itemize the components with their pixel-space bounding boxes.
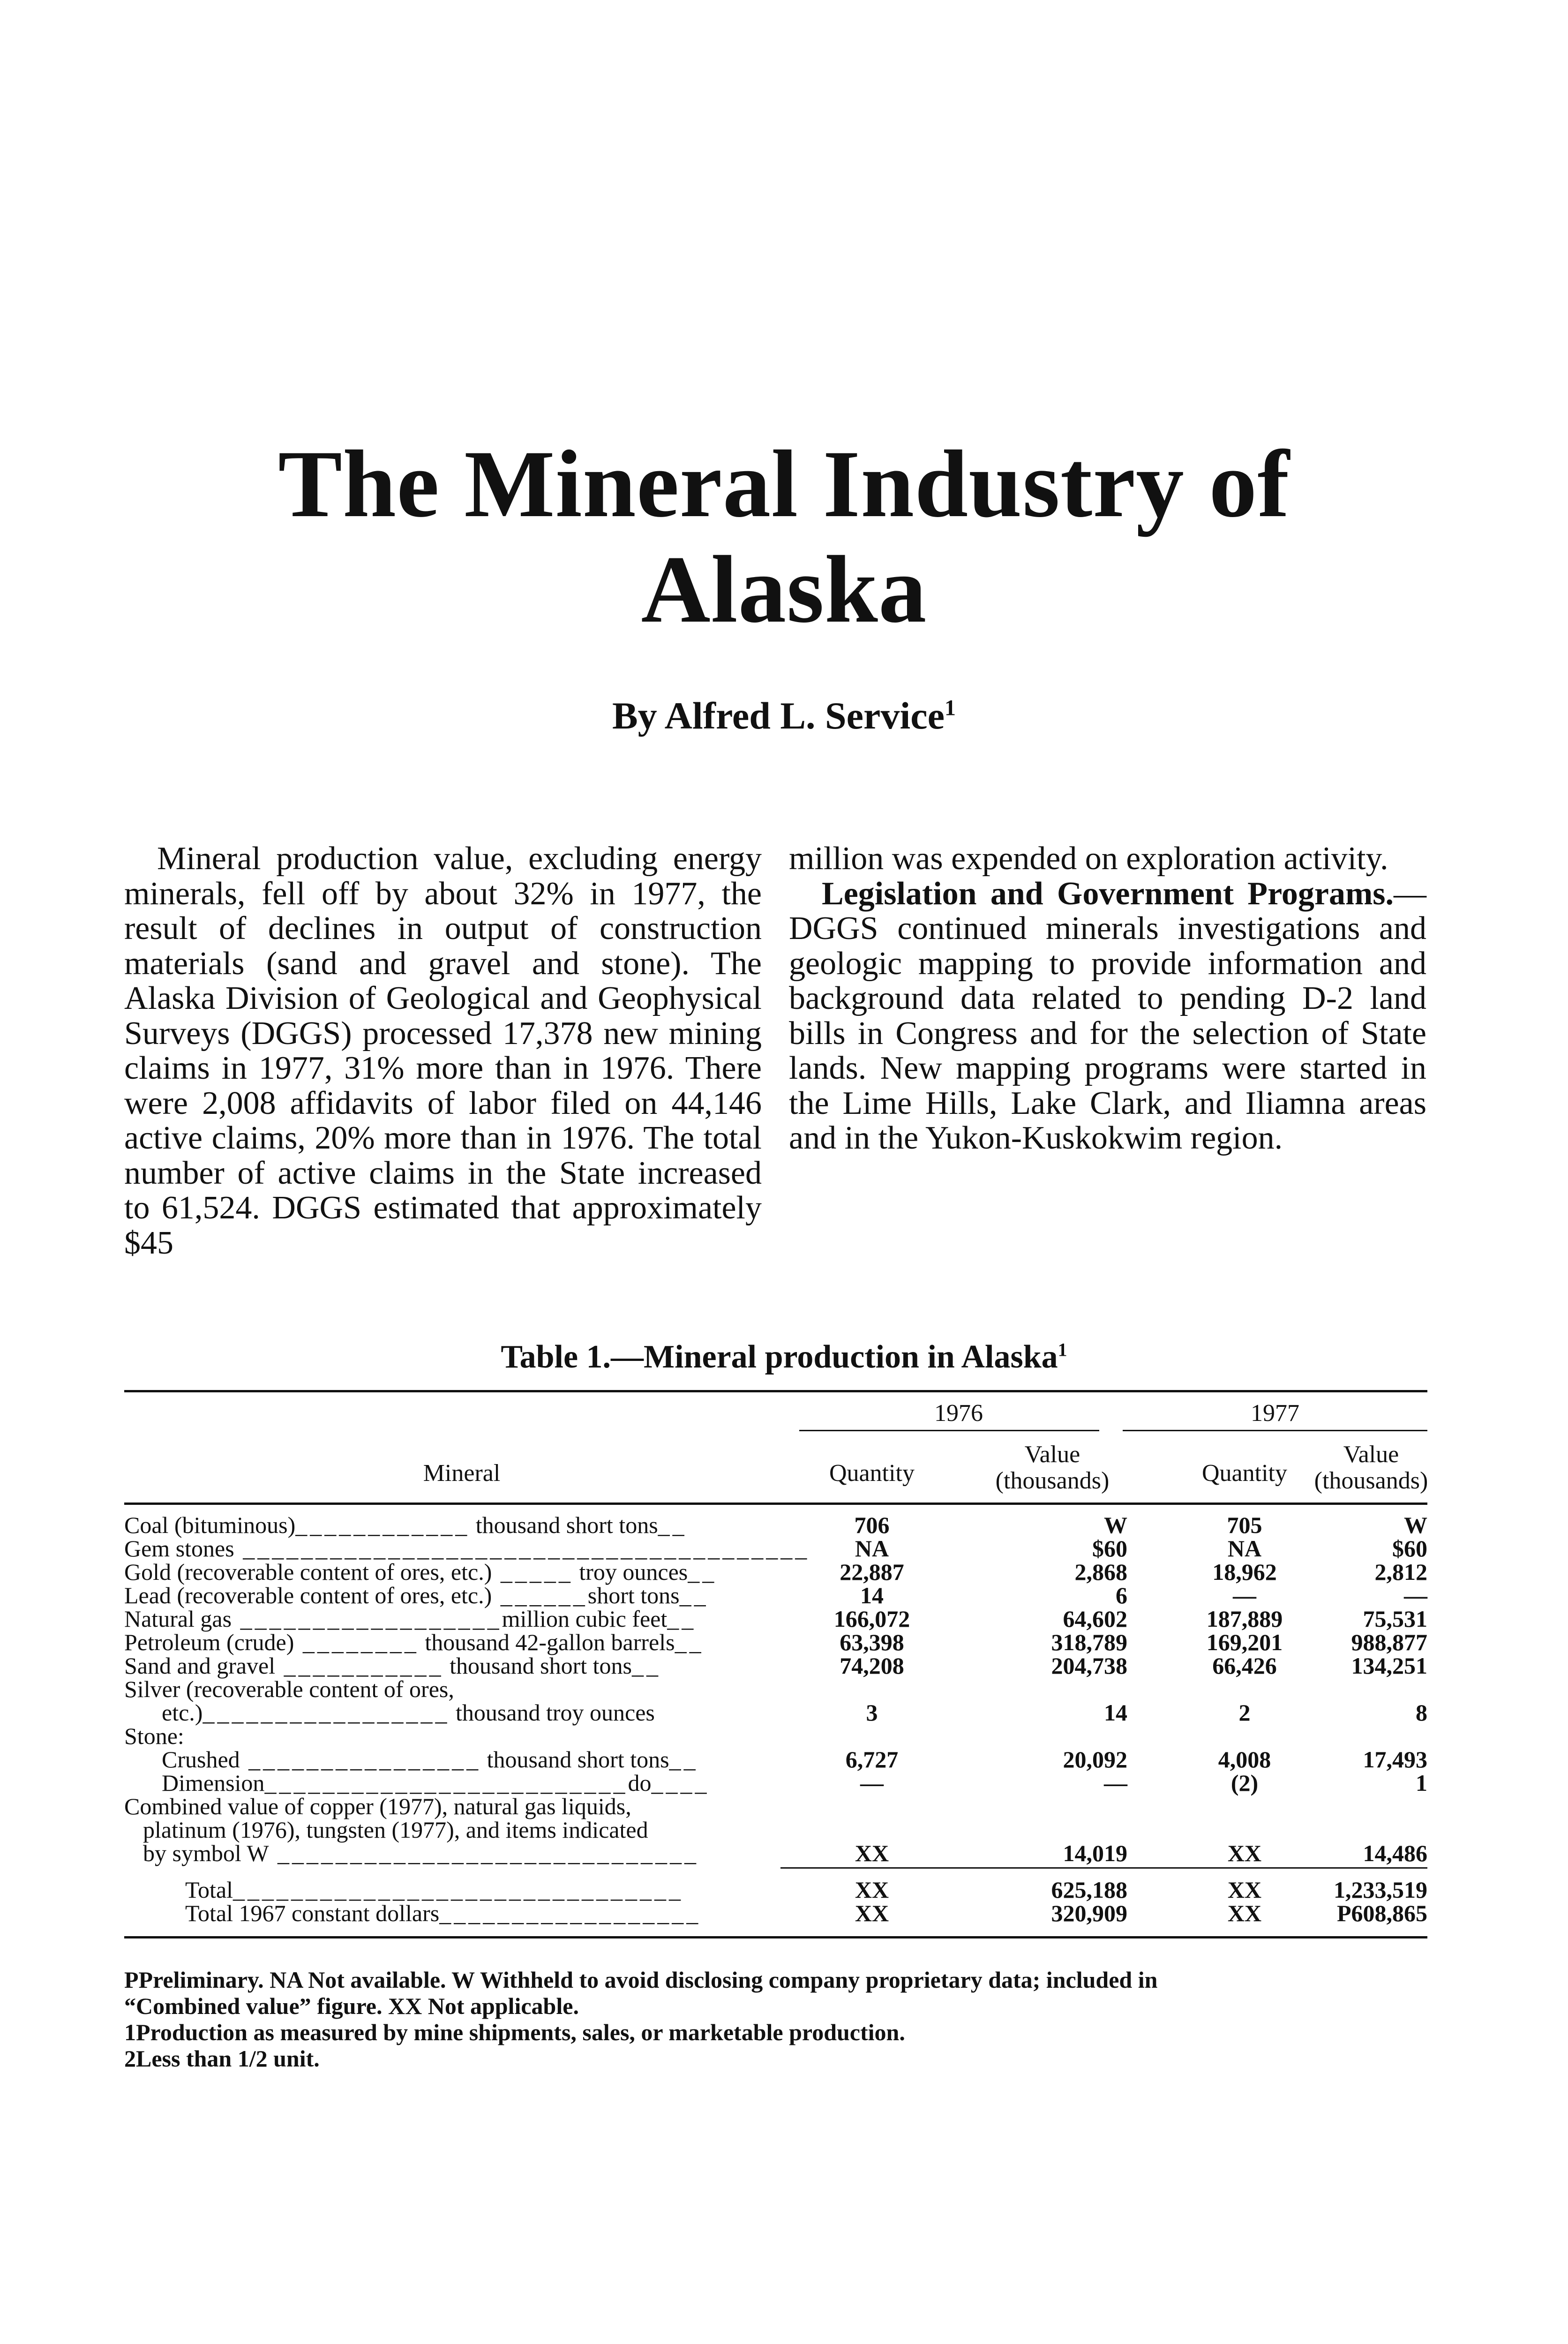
value-unit: (thousands) xyxy=(995,1467,1110,1494)
mineral-name: Natural gas xyxy=(124,1606,232,1632)
total-label: Total xyxy=(185,1877,233,1903)
table-row xyxy=(124,1677,1427,1701)
byline-footnote-marker: 1 xyxy=(945,695,956,721)
table-row xyxy=(124,1536,1427,1561)
quantity-1976: NA xyxy=(855,1535,889,1562)
quantity-1976: –– xyxy=(860,1770,884,1796)
value-1977: 8 xyxy=(1416,1699,1427,1726)
table-row xyxy=(124,1901,1427,1925)
row-label: Gold (recoverable content of ores, etc.) _____ troy ounces__ xyxy=(124,1559,717,1585)
quantity-1977: –– xyxy=(1233,1582,1256,1608)
total-rule xyxy=(780,1867,1427,1869)
quantity-1977: 18,962 xyxy=(1212,1559,1277,1585)
table-row xyxy=(124,1794,1427,1818)
unit-name: thousand 42-gallon barrels xyxy=(425,1629,675,1655)
quantity-1976: 706 xyxy=(854,1512,890,1538)
quantity-1976: XX xyxy=(855,1900,889,1926)
value-1977: 2,812 xyxy=(1374,1559,1427,1585)
table-row xyxy=(124,1878,1427,1902)
value-1977: W xyxy=(1404,1512,1427,1538)
stone-label: Stone: xyxy=(124,1723,184,1749)
legislation-text: —DGGS continued minerals investigations and geologic mapping to provide information and background data related to pending D-2 land bills in Congress and for the selection of State lands. New mapping programs were started in the Lime Hills, Lake Clark, and Iliamna areas and in the Yukon-Kuskokwim region. xyxy=(789,875,1426,1156)
value-1976: 6 xyxy=(1116,1582,1127,1608)
total-label: Total 1967 constant dollars xyxy=(185,1900,440,1926)
year-1977-rule xyxy=(1123,1430,1427,1431)
quantity-1977: (2) xyxy=(1230,1770,1259,1796)
value-1976: 2,868 xyxy=(1074,1559,1127,1585)
value-1977: 134,251 xyxy=(1351,1653,1427,1679)
quantity-1977: NA xyxy=(1227,1535,1262,1562)
note-line: “Combined value” figure. XX Not applicable. xyxy=(124,1993,579,2019)
quantity-1976: 6,727 xyxy=(845,1746,899,1773)
mineral-name: Coal (bituminous) xyxy=(124,1512,296,1538)
quantity-1977: 2 xyxy=(1238,1699,1251,1726)
table-bottom-rule xyxy=(124,1936,1427,1938)
section-heading: Legislation and Government Programs. xyxy=(822,875,1394,912)
mineral-name: Gold (recoverable content of ores, etc.) xyxy=(124,1559,492,1585)
value-1976: 20,092 xyxy=(1063,1746,1127,1773)
value-1976: 625,188 xyxy=(1051,1877,1127,1903)
mineral-name: etc.) xyxy=(162,1699,203,1726)
value-1977-header xyxy=(1301,1442,1441,1494)
unit-name: do xyxy=(628,1770,652,1796)
note-line: 1Production as measured by mine shipments, sales, or marketable production. xyxy=(124,2019,905,2045)
byline xyxy=(0,694,1568,738)
mineral-name: Sand and gravel xyxy=(124,1653,276,1679)
table-row xyxy=(124,1818,1427,1842)
quantity-1976: 22,887 xyxy=(840,1559,904,1585)
header-bottom-rule xyxy=(124,1503,1427,1505)
unit-name: troy ounces xyxy=(579,1559,688,1585)
table-row xyxy=(124,1747,1427,1772)
value-1977: 75,531 xyxy=(1363,1606,1427,1632)
quantity-1977: XX xyxy=(1227,1900,1262,1926)
mineral-name: Lead (recoverable content of ores, etc.) xyxy=(124,1582,492,1608)
note-line: PPreliminary. NA Not available. W Withheld to avoid disclosing company proprietary data; included in xyxy=(124,1967,1158,1993)
row-label: etc.)_________________ thousand troy ounces xyxy=(162,1699,655,1726)
mineral-name: Crushed xyxy=(162,1746,240,1773)
legislation-paragraph xyxy=(789,877,1426,1156)
value-label: Value xyxy=(1024,1441,1080,1468)
table-row xyxy=(124,1560,1427,1584)
unit-name: million cubic feet xyxy=(502,1606,668,1632)
value-label: Value xyxy=(1343,1441,1399,1468)
value-1977: 988,877 xyxy=(1351,1629,1427,1655)
row-label: Lead (recoverable content of ores, etc.) ______short tons__ xyxy=(124,1582,709,1608)
value-1976: 14 xyxy=(1104,1699,1127,1726)
quantity-1977-header: Quantity xyxy=(1202,1460,1287,1487)
value-1977: 1,233,519 xyxy=(1334,1877,1427,1903)
note-line: 2Less than 1/2 unit. xyxy=(124,2045,320,2072)
row-label: Sand and gravel ___________ thousand short tons__ xyxy=(124,1653,661,1679)
mineral-name: Petroleum (crude) xyxy=(124,1629,294,1655)
row-label: Crushed ________________ thousand short tons__ xyxy=(162,1746,698,1773)
table-row xyxy=(124,1607,1427,1631)
table-caption-footnote: 1 xyxy=(1058,1339,1067,1360)
table-row xyxy=(124,1841,1427,1865)
value-1976: –– xyxy=(1104,1770,1127,1796)
right-column xyxy=(789,841,1426,1156)
quantity-1976: XX xyxy=(855,1877,889,1903)
table-notes xyxy=(124,1967,1427,2072)
year-1976-header: 1976 xyxy=(934,1400,983,1427)
combined-label: platinum (1976), tungsten (1977), and items indicated xyxy=(143,1817,648,1843)
row-label: Total 1967 constant dollars__________________ xyxy=(185,1900,701,1926)
intro-paragraph-continued: million was expended on exploration activity. xyxy=(789,841,1388,877)
row-label: Total_______________________________ xyxy=(185,1877,684,1903)
table-caption-text: Table 1.—Mineral production in Alaska xyxy=(501,1339,1058,1375)
quantity-1976-header: Quantity xyxy=(829,1460,915,1487)
page-title xyxy=(0,431,1568,642)
quantity-1977: 169,201 xyxy=(1206,1629,1283,1655)
quantity-1977: XX xyxy=(1227,1840,1262,1866)
quantity-1977: 4,008 xyxy=(1218,1746,1271,1773)
value-1976: 64,602 xyxy=(1063,1606,1127,1632)
value-1976: 320,909 xyxy=(1051,1900,1127,1926)
mineral-name: Gem stones xyxy=(124,1535,234,1562)
value-1976: $60 xyxy=(1092,1535,1127,1562)
value-1977: –– xyxy=(1404,1582,1427,1608)
table-row xyxy=(124,1583,1427,1608)
table-row xyxy=(124,1653,1427,1678)
intro-paragraph: Mineral production value, excluding energy minerals, fell off by about 32% in 1977, the result of declines in output of construction materials (sand and gravel and stone). The Alaska Division of Geological and Geophysical Surveys (DGGS) processed 17,378 new mining claims in 1977, 31% more than in 1976. There were 2,008 affidavits of labor filed on 44,146 active claims, 20% more than in 1976. The total number of active claims in the State increased to 61,524. DGGS estimated that approximately $45 xyxy=(124,841,762,1261)
quantity-1976: 14 xyxy=(860,1582,884,1608)
value-1976-header xyxy=(977,1442,1127,1494)
quantity-1977: 187,889 xyxy=(1206,1606,1283,1632)
row-label: Dimension_________________________do____ xyxy=(162,1770,710,1796)
row-label: Coal (bituminous)____________ thousand short tons__ xyxy=(124,1512,687,1538)
combined-label: Combined value of copper (1977), natural gas liquids, xyxy=(124,1793,631,1819)
value-1977: P608,865 xyxy=(1336,1900,1427,1926)
table-row xyxy=(124,1724,1427,1748)
value-1976: 204,738 xyxy=(1051,1653,1127,1679)
left-column xyxy=(124,841,762,1261)
value-1976: 318,789 xyxy=(1051,1629,1127,1655)
value-1976: W xyxy=(1104,1512,1127,1538)
quantity-1977: 705 xyxy=(1227,1512,1262,1538)
value-1976: 14,019 xyxy=(1063,1840,1127,1866)
year-1976-rule xyxy=(799,1430,1099,1431)
unit-name: thousand short tons xyxy=(450,1653,632,1679)
quantity-1977: XX xyxy=(1227,1877,1262,1903)
table-row xyxy=(124,1771,1427,1795)
unit-name: thousand short tons xyxy=(487,1746,669,1773)
quantity-1976: 3 xyxy=(866,1699,878,1726)
quantity-1977: 66,426 xyxy=(1212,1653,1277,1679)
year-1977-header: 1977 xyxy=(1251,1400,1299,1427)
quantity-1976: XX xyxy=(855,1840,889,1866)
combined-label: by symbol W xyxy=(143,1840,269,1866)
row-label: Petroleum (crude) ________ thousand 42-gallon barrels__ xyxy=(124,1629,704,1655)
unit-name: short tons xyxy=(587,1582,680,1608)
table-row xyxy=(124,1700,1427,1725)
byline-text: By Alfred L. Service xyxy=(612,694,945,737)
row-label: Natural gas __________________million cubic feet__ xyxy=(124,1606,697,1632)
silver-label: Silver (recoverable content of ores, xyxy=(124,1676,454,1702)
quantity-1976: 74,208 xyxy=(840,1653,904,1679)
value-1977: $60 xyxy=(1392,1535,1427,1562)
row-label: Gem stones _______________________________________ xyxy=(124,1535,810,1562)
value-1977: 14,486 xyxy=(1363,1840,1427,1866)
quantity-1976: 63,398 xyxy=(840,1629,904,1655)
title-line-1: The Mineral Industry of xyxy=(278,431,1290,537)
unit-name: thousand troy ounces xyxy=(455,1699,655,1726)
table-row xyxy=(124,1630,1427,1654)
value-unit: (thousands) xyxy=(1314,1467,1428,1494)
value-1977: 17,493 xyxy=(1363,1746,1427,1773)
table-row xyxy=(124,1513,1427,1537)
mineral-header: Mineral xyxy=(423,1460,501,1487)
unit-name: thousand short tons xyxy=(475,1512,658,1538)
table-top-rule xyxy=(124,1390,1427,1392)
quantity-1976: 166,072 xyxy=(833,1606,910,1632)
table-caption xyxy=(0,1338,1568,1376)
title-line-2: Alaska xyxy=(641,536,927,643)
mineral-name: Dimension xyxy=(162,1770,265,1796)
value-1977: 1 xyxy=(1416,1770,1427,1796)
row-label: by symbol W _____________________________ xyxy=(143,1840,699,1866)
